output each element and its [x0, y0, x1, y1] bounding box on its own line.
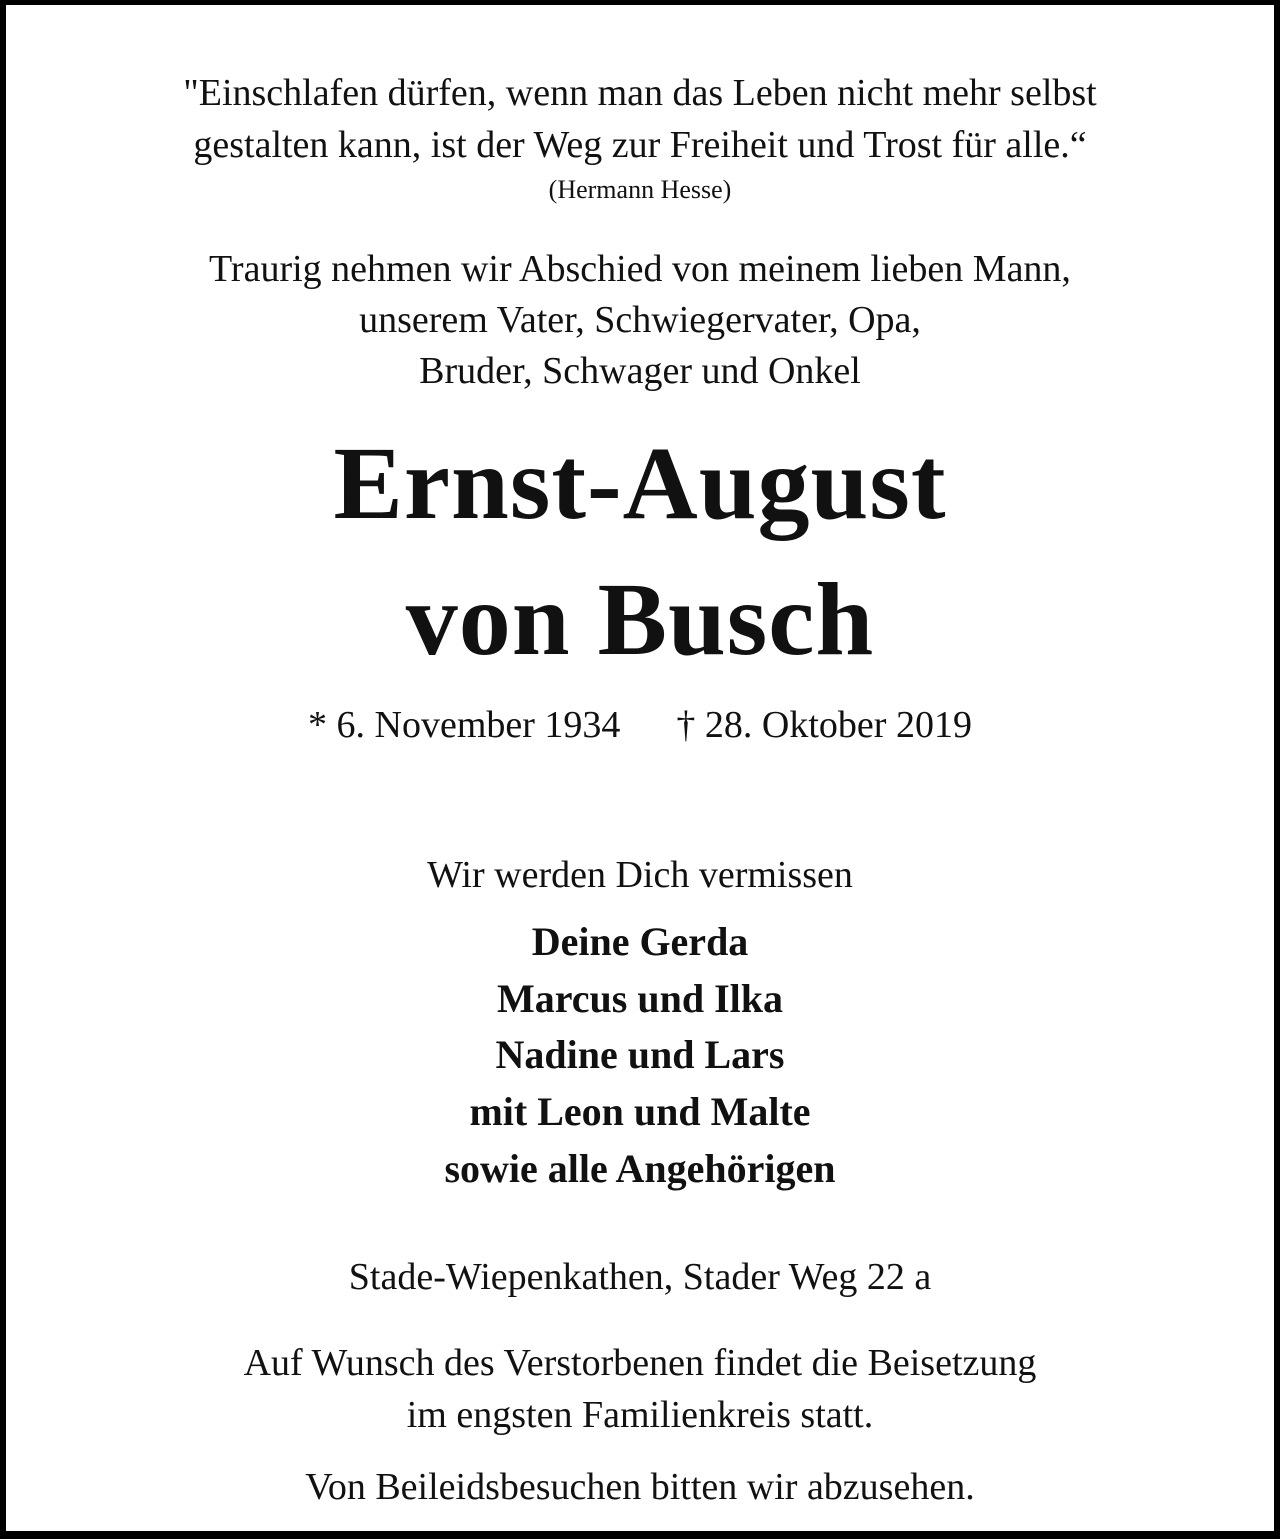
- family-line-4: mit Leon und Malte: [469, 1089, 811, 1134]
- quote-line-2: gestalten kann, ist der Weg zur Freiheit und Trost für alle.“: [193, 124, 1087, 166]
- closing-line: Von Beileidsbesuchen bitten wir abzusehen.: [305, 1466, 975, 1508]
- address: Stade-Wiepenkathen, Stader Weg 22 a: [348, 1256, 932, 1298]
- life-dates: [0, 706, 1280, 744]
- funeral-line-2: im engsten Familienkreis statt.: [406, 1394, 874, 1436]
- family-line-5: sowie alle Angehörigen: [444, 1146, 836, 1191]
- intro-line-1: Traurig nehmen wir Abschied von meinem lieben Mann,: [209, 248, 1071, 290]
- death-date: † 28. Oktober 2019: [676, 704, 972, 746]
- quote-line-1: "Einschlafen dürfen, wenn man das Leben nicht mehr selbst: [183, 72, 1097, 114]
- deceased-name-line-1: Ernst-August: [333, 426, 947, 541]
- funeral-line-1: Auf Wunsch des Verstorbenen findet die Beisetzung: [243, 1342, 1037, 1384]
- intro-line-2: unserem Vater, Schwiegervater, Opa,: [359, 299, 921, 341]
- family-line-3: Nadine und Lars: [495, 1032, 785, 1077]
- miss-line: Wir werden Dich vermissen: [427, 854, 853, 896]
- birth-date: * 6. November 1934: [308, 704, 621, 746]
- deceased-name-line-2: von Busch: [405, 562, 875, 677]
- quote-author: (Hermann Hesse): [548, 175, 732, 204]
- intro-line-3: Bruder, Schwager und Onkel: [419, 350, 861, 392]
- family-line-1: Deine Gerda: [531, 919, 749, 964]
- family-line-2: Marcus und Ilka: [496, 976, 783, 1021]
